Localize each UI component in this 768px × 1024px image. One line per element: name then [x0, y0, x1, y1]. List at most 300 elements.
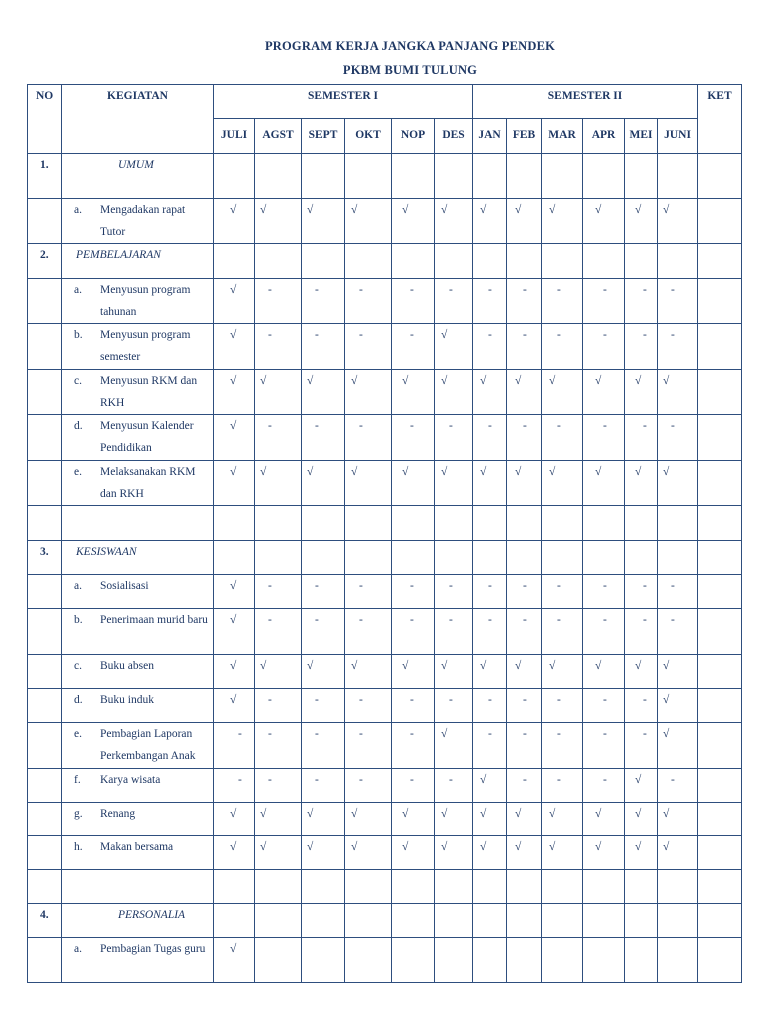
activity-row — [28, 575, 742, 609]
empty-cell — [302, 870, 345, 904]
dash-mark: - — [557, 774, 561, 786]
check-mark: √ — [260, 204, 267, 216]
section-number: 2. — [28, 244, 62, 279]
month-cell — [345, 803, 392, 836]
item-letter: c. — [74, 660, 82, 672]
header-kegiatan: KEGIATAN — [62, 85, 214, 154]
month-cell — [302, 769, 345, 803]
empty-cell — [214, 244, 255, 279]
dash-mark: - — [643, 420, 647, 432]
dash-mark: - — [671, 580, 675, 592]
month-cell — [625, 655, 658, 689]
month-cell — [658, 279, 698, 324]
empty-cell — [302, 244, 345, 279]
header-month-mei: MEI — [625, 119, 658, 154]
item-letter: h. — [74, 841, 83, 853]
dash-mark: - — [268, 420, 272, 432]
ket-cell — [698, 938, 742, 983]
month-cell — [302, 938, 345, 983]
ket-cell — [698, 461, 742, 506]
activity-cell — [62, 575, 214, 609]
check-mark: √ — [402, 660, 409, 672]
dash-mark: - — [410, 284, 414, 296]
month-cell — [507, 769, 542, 803]
month-cell — [658, 836, 698, 870]
month-cell — [542, 836, 583, 870]
month-cell — [542, 324, 583, 370]
month-cell — [435, 689, 473, 723]
activity-row — [28, 461, 742, 506]
empty-cell — [625, 904, 658, 938]
month-cell — [435, 609, 473, 655]
empty-cell — [435, 541, 473, 575]
empty-cell — [473, 506, 507, 541]
activity-text: Karya wisata — [100, 774, 161, 786]
row-number-cell — [28, 609, 62, 655]
month-cell — [625, 609, 658, 655]
dash-mark: - — [523, 694, 527, 706]
activity-row — [28, 723, 742, 769]
month-cell — [473, 370, 507, 415]
header-month-jan: JAN — [473, 119, 507, 154]
check-mark: √ — [307, 660, 314, 672]
month-cell — [255, 461, 302, 506]
month-cell — [435, 461, 473, 506]
empty-cell — [542, 541, 583, 575]
header-month-nop: NOP — [392, 119, 435, 154]
check-mark: √ — [480, 841, 487, 853]
activity-text: Buku induk — [100, 694, 154, 706]
empty-cell — [345, 904, 392, 938]
check-mark: √ — [230, 943, 237, 955]
month-cell — [345, 609, 392, 655]
month-cell — [625, 575, 658, 609]
empty-cell — [583, 154, 625, 199]
dash-mark: - — [410, 774, 414, 786]
month-cell — [214, 655, 255, 689]
activity-item — [62, 199, 213, 243]
month-cell — [255, 415, 302, 461]
activity-cell — [62, 655, 214, 689]
empty-cell — [542, 506, 583, 541]
dash-mark: - — [523, 728, 527, 740]
check-mark: √ — [663, 728, 670, 740]
activity-text: Mengadakan rapat Tutor — [100, 204, 186, 238]
month-cell — [435, 370, 473, 415]
empty-cell — [435, 904, 473, 938]
dash-mark: - — [488, 284, 492, 296]
activity-cell — [62, 279, 214, 324]
check-mark: √ — [230, 329, 237, 341]
activity-row — [28, 938, 742, 983]
month-cell — [625, 938, 658, 983]
dash-mark: - — [359, 728, 363, 740]
month-cell — [302, 723, 345, 769]
month-cell — [507, 575, 542, 609]
empty-cell — [62, 870, 214, 904]
activity-cell — [62, 609, 214, 655]
month-cell — [583, 324, 625, 370]
check-mark: √ — [549, 375, 556, 387]
ket-cell — [698, 769, 742, 803]
row-number-cell — [28, 769, 62, 803]
activity-cell — [62, 723, 214, 769]
month-cell — [435, 803, 473, 836]
empty-cell — [214, 904, 255, 938]
month-cell — [658, 324, 698, 370]
dash-mark: - — [671, 614, 675, 626]
check-mark: √ — [480, 466, 487, 478]
month-cell — [302, 199, 345, 244]
month-cell — [392, 938, 435, 983]
activity-item — [62, 575, 213, 597]
dash-mark: - — [315, 774, 319, 786]
item-letter: e. — [74, 728, 82, 740]
empty-cell — [345, 506, 392, 541]
ket-cell — [698, 655, 742, 689]
header-semester-1: SEMESTER I — [214, 85, 473, 119]
activity-cell — [62, 370, 214, 415]
month-cell — [345, 370, 392, 415]
check-mark: √ — [663, 694, 670, 706]
dash-mark: - — [268, 580, 272, 592]
dash-mark: - — [488, 420, 492, 432]
item-letter: g. — [74, 808, 83, 820]
dash-mark: - — [557, 694, 561, 706]
month-cell — [507, 803, 542, 836]
check-mark: √ — [635, 841, 642, 853]
month-cell — [214, 324, 255, 370]
check-mark: √ — [230, 694, 237, 706]
check-mark: √ — [663, 841, 670, 853]
empty-cell — [583, 870, 625, 904]
month-cell — [255, 370, 302, 415]
check-mark: √ — [230, 841, 237, 853]
empty-cell — [583, 904, 625, 938]
empty-cell — [473, 154, 507, 199]
section-number: 4. — [28, 904, 62, 938]
activity-cell — [62, 324, 214, 370]
month-cell — [583, 199, 625, 244]
month-cell — [583, 769, 625, 803]
item-letter: d. — [74, 694, 83, 706]
month-cell — [255, 324, 302, 370]
check-mark: √ — [402, 466, 409, 478]
month-cell — [583, 723, 625, 769]
month-cell — [583, 575, 625, 609]
dash-mark: - — [557, 284, 561, 296]
month-cell — [507, 370, 542, 415]
month-cell — [625, 723, 658, 769]
dash-mark: - — [359, 614, 363, 626]
activity-item — [62, 370, 213, 414]
dash-mark: - — [315, 420, 319, 432]
activity-cell — [62, 461, 214, 506]
check-mark: √ — [441, 466, 448, 478]
dash-mark: - — [449, 614, 453, 626]
blank-row — [28, 506, 742, 541]
work-program-table — [27, 84, 742, 983]
check-mark: √ — [595, 660, 602, 672]
empty-cell — [542, 244, 583, 279]
header-month-agst: AGST — [255, 119, 302, 154]
check-mark: √ — [402, 375, 409, 387]
month-cell — [255, 689, 302, 723]
month-cell — [302, 575, 345, 609]
month-cell — [302, 370, 345, 415]
empty-cell — [473, 244, 507, 279]
empty-cell — [255, 904, 302, 938]
check-mark: √ — [595, 375, 602, 387]
month-cell — [302, 689, 345, 723]
month-cell — [542, 655, 583, 689]
row-number-cell — [28, 370, 62, 415]
header-month-juli: JULI — [214, 119, 255, 154]
dash-mark: - — [410, 614, 414, 626]
check-mark: √ — [515, 841, 522, 853]
month-cell — [542, 689, 583, 723]
check-mark: √ — [402, 808, 409, 820]
empty-cell — [625, 870, 658, 904]
check-mark: √ — [595, 204, 602, 216]
activity-text: Makan bersama — [100, 841, 174, 853]
header-month-des: DES — [435, 119, 473, 154]
empty-cell — [658, 870, 698, 904]
activity-row — [28, 415, 742, 461]
check-mark: √ — [230, 580, 237, 592]
month-cell — [473, 199, 507, 244]
check-mark: √ — [230, 614, 237, 626]
empty-cell — [658, 154, 698, 199]
month-cell — [658, 415, 698, 461]
empty-cell — [28, 506, 62, 541]
dash-mark: - — [603, 728, 607, 740]
activity-row — [28, 324, 742, 370]
empty-cell — [255, 506, 302, 541]
check-mark: √ — [635, 808, 642, 820]
ket-cell — [698, 279, 742, 324]
month-cell — [345, 415, 392, 461]
month-cell — [583, 803, 625, 836]
section-row — [28, 154, 742, 199]
month-cell — [345, 575, 392, 609]
item-letter: a. — [74, 943, 82, 955]
month-cell — [658, 461, 698, 506]
month-cell — [435, 769, 473, 803]
check-mark: √ — [260, 841, 267, 853]
month-cell — [392, 461, 435, 506]
month-cell — [507, 836, 542, 870]
ket-cell — [698, 370, 742, 415]
row-number-cell — [28, 723, 62, 769]
empty-cell — [658, 904, 698, 938]
activity-item — [62, 723, 213, 767]
row-number-cell — [28, 836, 62, 870]
month-cell — [214, 199, 255, 244]
activity-cell — [62, 938, 214, 983]
header-month-sept: SEPT — [302, 119, 345, 154]
month-cell — [302, 279, 345, 324]
check-mark: √ — [635, 660, 642, 672]
dash-mark: - — [557, 329, 561, 341]
dash-mark: - — [449, 284, 453, 296]
month-cell — [507, 324, 542, 370]
month-cell — [583, 279, 625, 324]
empty-cell — [392, 541, 435, 575]
dash-mark: - — [523, 774, 527, 786]
month-cell — [507, 461, 542, 506]
empty-cell — [507, 244, 542, 279]
header-no: NO — [28, 85, 62, 154]
month-cell — [302, 461, 345, 506]
check-mark: √ — [663, 204, 670, 216]
dash-mark: - — [268, 774, 272, 786]
empty-cell — [302, 506, 345, 541]
check-mark: √ — [549, 660, 556, 672]
month-cell — [542, 199, 583, 244]
row-number-cell — [28, 803, 62, 836]
check-mark: √ — [549, 204, 556, 216]
item-letter: a. — [74, 284, 82, 296]
empty-cell — [435, 870, 473, 904]
month-cell — [625, 689, 658, 723]
month-cell — [507, 199, 542, 244]
empty-cell — [214, 506, 255, 541]
month-cell — [345, 723, 392, 769]
header-month-feb: FEB — [507, 119, 542, 154]
month-cell — [214, 461, 255, 506]
activity-row — [28, 769, 742, 803]
empty-cell — [62, 506, 214, 541]
check-mark: √ — [635, 375, 642, 387]
month-cell — [302, 655, 345, 689]
empty-cell — [345, 541, 392, 575]
month-cell — [583, 689, 625, 723]
section-row — [28, 541, 742, 575]
month-cell — [507, 279, 542, 324]
month-cell — [392, 415, 435, 461]
check-mark: √ — [441, 728, 448, 740]
month-cell — [473, 609, 507, 655]
dash-mark: - — [315, 614, 319, 626]
dash-mark: - — [359, 580, 363, 592]
month-cell — [473, 415, 507, 461]
month-cell — [625, 803, 658, 836]
item-letter: d. — [74, 420, 83, 432]
month-cell — [392, 689, 435, 723]
ket-cell — [698, 199, 742, 244]
month-cell — [625, 415, 658, 461]
row-number-cell — [28, 938, 62, 983]
month-cell — [214, 279, 255, 324]
month-cell — [583, 370, 625, 415]
empty-cell — [255, 244, 302, 279]
dash-mark: - — [643, 614, 647, 626]
ket-cell — [698, 415, 742, 461]
check-mark: √ — [441, 660, 448, 672]
dash-mark: - — [268, 329, 272, 341]
activity-text: Pembagian Tugas guru — [100, 943, 206, 955]
month-cell — [214, 723, 255, 769]
check-mark: √ — [351, 660, 358, 672]
check-mark: √ — [230, 284, 237, 296]
dash-mark: - — [671, 420, 675, 432]
dash-mark: - — [557, 420, 561, 432]
activity-item — [62, 415, 213, 459]
check-mark: √ — [480, 204, 487, 216]
check-mark: √ — [441, 808, 448, 820]
month-cell — [625, 324, 658, 370]
empty-cell — [625, 154, 658, 199]
activity-text: Menyusun program semester — [100, 329, 191, 363]
empty-cell — [345, 244, 392, 279]
empty-cell — [698, 244, 742, 279]
activity-cell — [62, 199, 214, 244]
check-mark: √ — [230, 808, 237, 820]
dash-mark: - — [523, 420, 527, 432]
month-cell — [214, 370, 255, 415]
dash-mark: - — [523, 284, 527, 296]
header-row-semesters — [28, 85, 742, 119]
activity-row — [28, 609, 742, 655]
check-mark: √ — [515, 204, 522, 216]
empty-cell — [583, 506, 625, 541]
dash-mark: - — [557, 580, 561, 592]
month-cell — [625, 836, 658, 870]
empty-cell — [392, 870, 435, 904]
month-cell — [214, 803, 255, 836]
section-row — [28, 904, 742, 938]
month-cell — [345, 655, 392, 689]
check-mark: √ — [307, 375, 314, 387]
empty-cell — [345, 870, 392, 904]
empty-cell — [583, 541, 625, 575]
month-cell — [658, 575, 698, 609]
check-mark: √ — [635, 204, 642, 216]
month-cell — [583, 836, 625, 870]
month-cell — [345, 199, 392, 244]
empty-cell — [392, 904, 435, 938]
month-cell — [214, 609, 255, 655]
month-cell — [345, 279, 392, 324]
month-cell — [435, 655, 473, 689]
check-mark: √ — [663, 660, 670, 672]
activity-item — [62, 279, 213, 323]
check-mark: √ — [307, 466, 314, 478]
activity-item — [62, 803, 213, 825]
month-cell — [392, 655, 435, 689]
check-mark: √ — [480, 375, 487, 387]
activity-row — [28, 803, 742, 836]
activity-text: Menyusun Kalender Pendidikan — [100, 420, 194, 454]
month-cell — [345, 324, 392, 370]
month-cell — [302, 415, 345, 461]
month-cell — [625, 370, 658, 415]
dash-mark: - — [359, 774, 363, 786]
month-cell — [473, 769, 507, 803]
empty-cell — [625, 244, 658, 279]
dash-mark: - — [268, 728, 272, 740]
month-cell — [302, 609, 345, 655]
check-mark: √ — [635, 466, 642, 478]
activity-item — [62, 836, 213, 858]
month-cell — [625, 279, 658, 324]
dash-mark: - — [671, 329, 675, 341]
check-mark: √ — [260, 466, 267, 478]
activity-cell — [62, 836, 214, 870]
empty-cell — [542, 904, 583, 938]
dash-mark: - — [238, 728, 242, 740]
